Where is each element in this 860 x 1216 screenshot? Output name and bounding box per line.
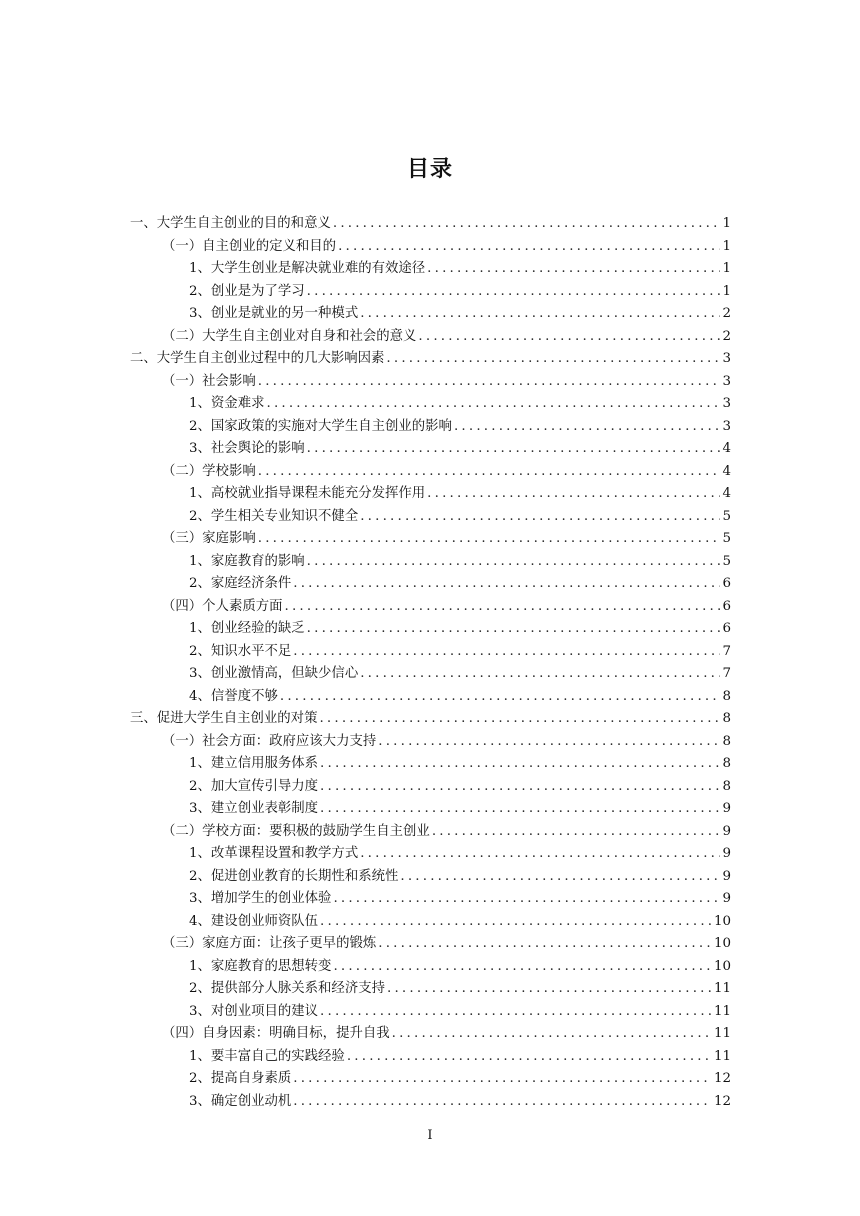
dot-leader [293, 641, 720, 664]
toc-entry[interactable] [130, 686, 731, 709]
toc-entry[interactable] [130, 753, 731, 776]
toc-entry-page-number: 3 [722, 396, 731, 411]
dot-leader [378, 731, 720, 754]
toc-entry[interactable] [130, 1046, 731, 1069]
toc-entry[interactable] [130, 866, 731, 889]
dot-leader [320, 753, 720, 776]
toc-entry-page-number: 12 [713, 1071, 731, 1086]
toc-entry[interactable] [130, 956, 731, 979]
toc-entry[interactable] [130, 933, 731, 956]
toc-entry-label: 1、家庭教育的思想转变 [189, 958, 332, 974]
toc-entry[interactable] [130, 888, 731, 911]
dot-leader [418, 326, 720, 349]
toc-entry[interactable] [130, 618, 731, 641]
dot-leader [386, 348, 720, 371]
dot-leader [360, 663, 720, 686]
toc-entry[interactable] [130, 1091, 731, 1114]
toc-entry[interactable] [130, 416, 731, 439]
toc-entry-label: （二）学校影响 [162, 463, 256, 479]
toc-entry[interactable] [130, 483, 731, 506]
toc-entry-page-number: 2 [722, 306, 731, 321]
toc-entry-page-number: 5 [722, 531, 731, 546]
toc-entry-label: 3、确定创业动机 [189, 1093, 292, 1109]
toc-entry-label: 2、提高自身素质 [189, 1071, 292, 1086]
toc-entry-label: 3、增加学生的创业体验 [189, 891, 332, 906]
toc-entry-label: 4、建设创业师资队伍 [189, 913, 319, 929]
dot-leader [320, 1001, 712, 1024]
dot-leader [360, 843, 720, 866]
dot-leader [319, 708, 720, 731]
toc-entry-page-number: 9 [722, 846, 731, 861]
toc-entry-label: （四）个人素质方面 [162, 598, 283, 614]
toc-entry-page-number: 8 [722, 711, 731, 726]
toc-entry-label: 2、学生相关专业知识不健全 [189, 508, 359, 524]
toc-entry-page-number: 11 [713, 1048, 731, 1064]
toc-entry[interactable] [130, 1001, 731, 1024]
toc-entry-page-number: 10 [713, 913, 731, 929]
toc-entry-page-number: 8 [722, 778, 731, 794]
toc-entry-label: 1、建立信用服务体系 [189, 756, 319, 771]
toc-entry-label: 1、改革课程设置和教学方式 [189, 846, 359, 861]
toc-entry-label: 三、促进大学生自主创业的对策 [130, 711, 318, 726]
dot-leader [387, 978, 712, 1001]
dot-leader [432, 821, 721, 844]
toc-entry[interactable] [130, 596, 731, 619]
toc-entry-page-number: 1 [722, 261, 731, 276]
toc-entry-page-number: 1 [722, 238, 731, 254]
toc-entry[interactable] [130, 326, 731, 349]
dot-leader [293, 1091, 712, 1114]
toc-entry-label: （一）自主创业的定义和目的 [162, 238, 337, 254]
toc-entry[interactable] [130, 663, 731, 686]
toc-entry-label: 2、知识水平不足 [189, 643, 292, 659]
toc-entry-label: 3、建立创业表彰制度 [189, 801, 319, 816]
dot-leader [333, 888, 720, 911]
dot-leader [454, 416, 721, 439]
toc-entry-page-number: 2 [722, 328, 731, 344]
toc-entry-page-number: 12 [713, 1093, 731, 1109]
toc-entry[interactable] [130, 978, 731, 1001]
toc-entry-label: 2、提供部分人脉关系和经济支持 [189, 981, 385, 996]
dot-leader [320, 911, 712, 934]
toc-entry[interactable] [130, 303, 731, 326]
toc-entry[interactable] [130, 461, 731, 484]
toc-entry[interactable] [130, 528, 731, 551]
toc-entry-page-number: 5 [722, 553, 731, 569]
toc-entry-page-number: 8 [722, 756, 731, 771]
toc-entry-page-number: 7 [722, 666, 731, 681]
toc-entry-page-number: 11 [713, 981, 731, 996]
toc-entry[interactable] [130, 776, 731, 799]
dot-leader [347, 1046, 712, 1069]
dot-leader [258, 461, 721, 484]
toc-entry[interactable] [130, 573, 731, 596]
toc-entry-page-number: 1 [722, 283, 731, 299]
dot-leader [360, 506, 720, 529]
toc-entry[interactable] [130, 731, 731, 754]
toc-entry[interactable] [130, 506, 731, 529]
toc-entry-page-number: 9 [722, 891, 731, 906]
toc-entry-label: 1、家庭教育的影响 [189, 553, 305, 569]
toc-entry-page-number: 1 [722, 216, 731, 231]
toc-entry-page-number: 10 [713, 958, 731, 974]
toc-entry[interactable] [130, 843, 731, 866]
toc-entry-page-number: 4 [722, 463, 731, 479]
toc-entry-page-number: 6 [722, 576, 731, 591]
page-number-footer: I [427, 1128, 433, 1143]
dot-leader [360, 303, 720, 326]
toc-entry[interactable] [130, 1023, 731, 1046]
toc-entry-page-number: 11 [713, 1003, 731, 1019]
toc-entry-label: 2、家庭经济条件 [189, 576, 292, 591]
toc-entry-label: 1、高校就业指导课程未能充分发挥作用 [189, 486, 426, 501]
dot-leader [427, 483, 720, 506]
toc-entry-label: 2、国家政策的实施对大学生自主创业的影响 [189, 418, 452, 434]
toc-entry-label: （二）大学生自主创业对自身和社会的意义 [162, 328, 417, 344]
toc-entry-label: （三）家庭方面：让孩子更早的锻炼 [162, 936, 377, 951]
toc-entry-page-number: 5 [722, 508, 731, 524]
dot-leader [307, 618, 721, 641]
toc-entry[interactable] [130, 798, 731, 821]
toc-entry[interactable] [130, 821, 731, 844]
toc-entry-label: 1、要丰富自己的实践经验 [189, 1048, 345, 1064]
dot-leader [333, 213, 721, 236]
toc-entry[interactable] [130, 348, 731, 371]
toc-entry-label: 2、创业是为了学习 [189, 283, 305, 299]
dot-leader [293, 573, 720, 596]
toc-entry-page-number: 4 [722, 486, 731, 501]
toc-entry-label: （二）学校方面：要积极的鼓励学生自主创业 [162, 823, 430, 839]
toc-entry[interactable] [130, 708, 731, 731]
toc-entry-page-number: 9 [722, 823, 731, 839]
dot-leader [320, 776, 720, 799]
toc-entry-label: （一）社会方面：政府应该大力支持 [162, 733, 377, 749]
toc-entry[interactable] [130, 281, 731, 304]
toc-entry[interactable] [130, 236, 731, 259]
toc-entry-label: 3、社会舆论的影响 [189, 441, 305, 456]
toc-entry-label: 2、加大宣传引导力度 [189, 778, 319, 794]
dot-leader [258, 371, 721, 394]
dot-leader [266, 393, 720, 416]
toc-entry[interactable] [130, 438, 731, 461]
toc-entry-page-number: 4 [722, 441, 731, 456]
toc-entry-page-number: 8 [722, 688, 731, 704]
toc-entry-label: 1、资金难求 [189, 396, 265, 411]
toc-entry[interactable] [130, 393, 731, 416]
toc-entry-page-number: 9 [722, 868, 731, 884]
toc-entry-label: 1、大学生创业是解决就业难的有效途径 [189, 261, 426, 276]
toc-entry[interactable] [130, 551, 731, 574]
toc-entry-label: 2、促进创业教育的长期性和系统性 [189, 868, 399, 884]
dot-leader [392, 1023, 712, 1046]
toc-entry-page-number: 6 [722, 621, 731, 636]
toc-entry-label: 二、大学生自主创业过程中的几大影响因素 [130, 351, 385, 366]
toc-entry-page-number: 3 [722, 351, 731, 366]
dot-leader [280, 686, 721, 709]
toc-entry-label: （一）社会影响 [162, 373, 256, 389]
toc-entry-page-number: 11 [713, 1026, 731, 1041]
toc-entry-label: 1、创业经验的缺乏 [189, 621, 305, 636]
toc-entry[interactable] [130, 213, 731, 236]
dot-leader [285, 596, 721, 619]
dot-leader [338, 236, 720, 259]
dot-leader [427, 258, 720, 281]
table-of-contents [130, 213, 731, 1113]
dot-leader [307, 281, 721, 304]
toc-entry-page-number: 9 [722, 801, 731, 816]
dot-leader [378, 933, 712, 956]
toc-entry-page-number: 7 [722, 643, 731, 659]
dot-leader [307, 438, 721, 461]
toc-entry-page-number: 8 [722, 733, 731, 749]
dot-leader [307, 551, 721, 574]
dot-leader [293, 1068, 712, 1091]
toc-entry-label: 4、信誉度不够 [189, 688, 278, 704]
toc-entry-label: 3、创业是就业的另一种模式 [189, 306, 359, 321]
toc-entry[interactable] [130, 641, 731, 664]
dot-leader [333, 956, 712, 979]
toc-entry-page-number: 3 [722, 418, 731, 434]
toc-entry-label: （四）自身因素：明确目标，提升自我 [162, 1026, 390, 1041]
dot-leader [258, 528, 721, 551]
toc-entry-label: 3、创业激情高，但缺少信心 [189, 666, 359, 681]
toc-entry-page-number: 6 [722, 598, 731, 614]
toc-entry-page-number: 3 [722, 373, 731, 389]
toc-entry-label: 一、大学生自主创业的目的和意义 [130, 216, 331, 231]
toc-entry[interactable] [130, 911, 731, 934]
toc-entry-page-number: 10 [713, 936, 731, 951]
toc-entry[interactable] [130, 1068, 731, 1091]
dot-leader [320, 798, 720, 821]
toc-entry[interactable] [130, 258, 731, 281]
dot-leader [400, 866, 720, 889]
toc-entry[interactable] [130, 371, 731, 394]
toc-entry-label: 3、对创业项目的建议 [189, 1003, 319, 1019]
toc-entry-label: （三）家庭影响 [162, 531, 256, 546]
page-title: 目录 [406, 157, 453, 182]
